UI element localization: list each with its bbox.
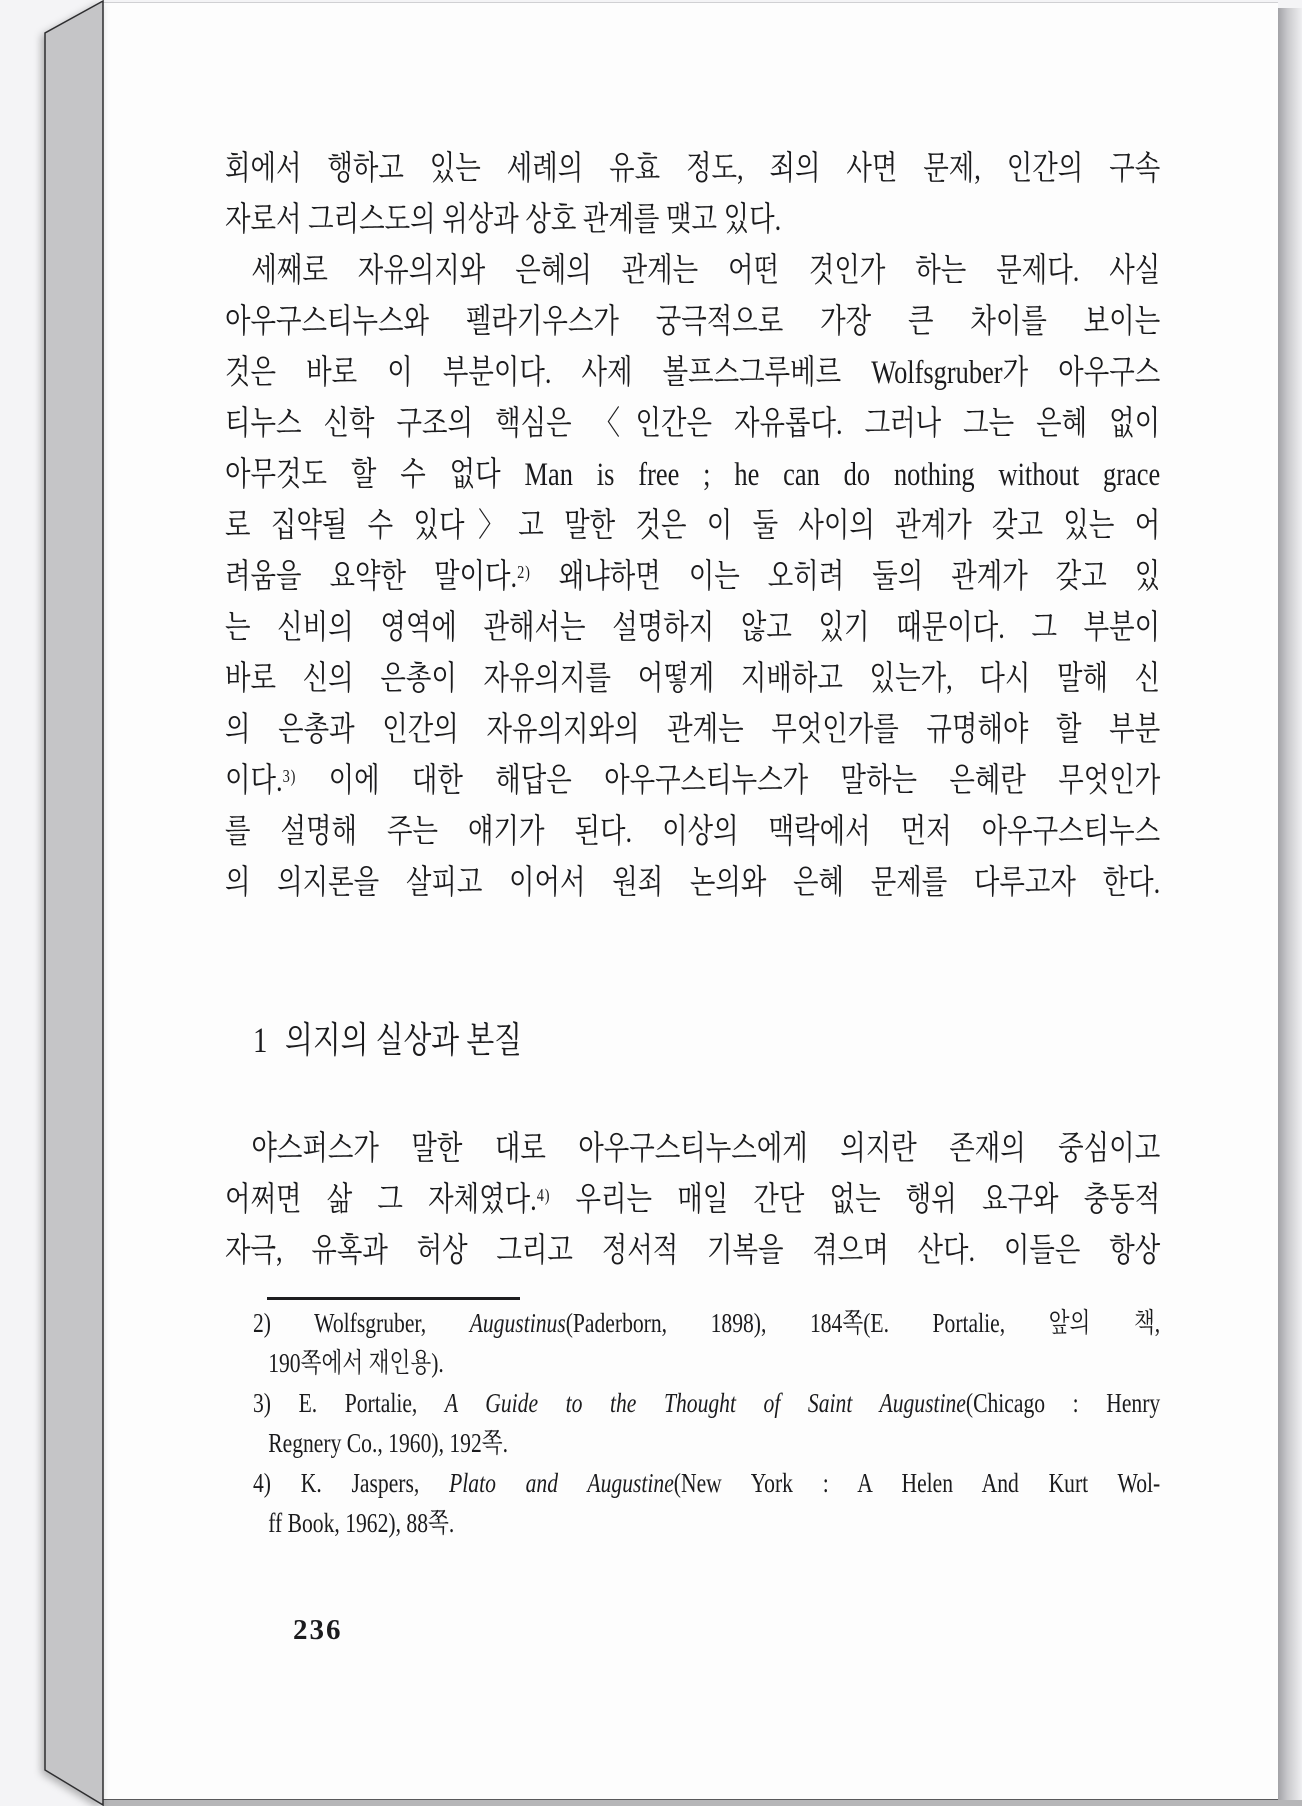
footnote-ref-4: 4) xyxy=(536,1185,551,1205)
footnote-book-title: Augustinus xyxy=(469,1308,566,1338)
body-line: 로 집약될 수 있다〉고 말한 것은 이 둘 사이의 관계가 갖고 있는 어 xyxy=(225,508,1161,544)
body-line xyxy=(225,552,1160,603)
body-line: 아무것도 할 수 없다 Man is free ; he can do nothing without grace xyxy=(225,457,1161,493)
footnote-book-title: Plato and Augustine xyxy=(449,1468,674,1498)
footnote-text: (New York : A Helen And Kurt Wol- xyxy=(673,1468,1161,1498)
body-line: 를 설명해 주는 얘기가 된다. 이상의 맥락에서 먼저 아우구스티누스 xyxy=(225,814,1161,850)
footnote-book-title: A Guide to the Thought of Saint Augustine xyxy=(444,1388,966,1418)
footnote-2-line-2: 190쪽에서 재인용). xyxy=(268,1348,444,1378)
footnote-number: 4) xyxy=(253,1468,271,1498)
book-spine xyxy=(44,0,104,1806)
footnote-ref-3: 3) xyxy=(282,766,297,786)
body-text-second xyxy=(225,1124,1160,1277)
page-bottom-edge xyxy=(103,1800,1302,1806)
body-line: 는 신비의 영역에 관해서는 설명하지 않고 있기 때문이다. 그 부분이 xyxy=(225,610,1161,646)
footnote-3-line-1 xyxy=(253,1383,1160,1423)
spine-shape xyxy=(45,1,103,1805)
body-line-text: 어쩌면 삶 그 자체였다. xyxy=(225,1182,537,1218)
body-line-text: 려움을 요약한 말이다. xyxy=(225,559,518,595)
footnote-3-line-2: Regnery Co., 1960), 192쪽. xyxy=(268,1428,509,1458)
section-title: 의지의 실상과 본질 xyxy=(285,1020,522,1060)
body-line: 회에서 행하고 있는 세례의 유효 정도, 죄의 사면 문제, 인간의 구속 xyxy=(225,151,1161,187)
footnote-text: (Chicago : Henry xyxy=(965,1388,1161,1418)
footnote-ref-2: 2) xyxy=(517,562,531,582)
body-line xyxy=(225,1175,1160,1226)
footnote-number: 2) xyxy=(253,1308,271,1338)
footnote-separator xyxy=(267,1297,520,1300)
body-line: 바로 신의 은총이 자유의지를 어떻게 지배하고 있는가, 다시 말해 신 xyxy=(225,661,1161,697)
body-line: 자극, 유혹과 허상 그리고 정서적 기복을 겪으며 산다. 이들은 항상 xyxy=(225,1233,1161,1269)
page-number: 236 xyxy=(293,1614,343,1646)
footnote-4-line-1 xyxy=(253,1463,1160,1503)
footnote-2-line-1 xyxy=(253,1303,1160,1343)
section-heading xyxy=(253,1018,1188,1062)
body-line: 티누스 신학 구조의 핵심은 〈인간은 자유롭다. 그러나 그는 은혜 없이 xyxy=(225,406,1161,442)
body-line: 의 은총과 인간의 자유의지와의 관계는 무엇인가를 규명해야 할 부분 xyxy=(225,712,1161,748)
body-line xyxy=(225,756,1160,807)
footnote-text: K. Jaspers, xyxy=(300,1468,420,1498)
body-line: 것은 바로 이 부분이다. 사제 볼프스그루베르 Wolfsgruber가 아우구스 xyxy=(225,355,1161,391)
footnote-4-line-2: ff Book, 1962), 88쪽. xyxy=(268,1508,455,1538)
footnote-text: Wolfsgruber, xyxy=(314,1308,427,1338)
footnote-text: E. Portalie, xyxy=(298,1388,418,1418)
footnote-text: (Paderborn, 1898), 184쪽(E. Portalie, 앞의 책, xyxy=(565,1308,1161,1338)
section-number: 1 xyxy=(253,1020,268,1060)
body-line-text: 왜냐하면 이는 오히려 둘의 관계가 갖고 있 xyxy=(558,559,1161,595)
footnotes xyxy=(253,1303,1160,1543)
body-line: 자로서 그리스도의 위상과 상호 관계를 맺고 있다. xyxy=(225,202,782,238)
body-line: 아우구스티누스와 펠라기우스가 궁극적으로 가장 큰 차이를 보이는 xyxy=(225,304,1161,340)
body-line: 야스퍼스가 말한 대로 아우구스티누스에게 의지란 존재의 중심이고 xyxy=(251,1131,1161,1167)
body-line-text: 우리는 매일 간단 없는 행위 요구와 충동적 xyxy=(575,1182,1161,1218)
body-line-text: 이다. xyxy=(225,763,283,799)
body-line: 의 의지론을 살피고 이어서 원죄 논의와 은혜 문제를 다루고자 한다. xyxy=(225,865,1161,901)
footnote-number: 3) xyxy=(253,1388,271,1418)
body-line-text: 이에 대한 해답은 아우구스티누스가 말하는 은혜란 무엇인가 xyxy=(328,763,1161,799)
body-line: 세째로 자유의지와 은혜의 관계는 어떤 것인가 하는 문제다. 사실 xyxy=(251,253,1161,289)
body-text xyxy=(225,144,1160,909)
page-stack-right-edge xyxy=(1278,8,1302,1806)
